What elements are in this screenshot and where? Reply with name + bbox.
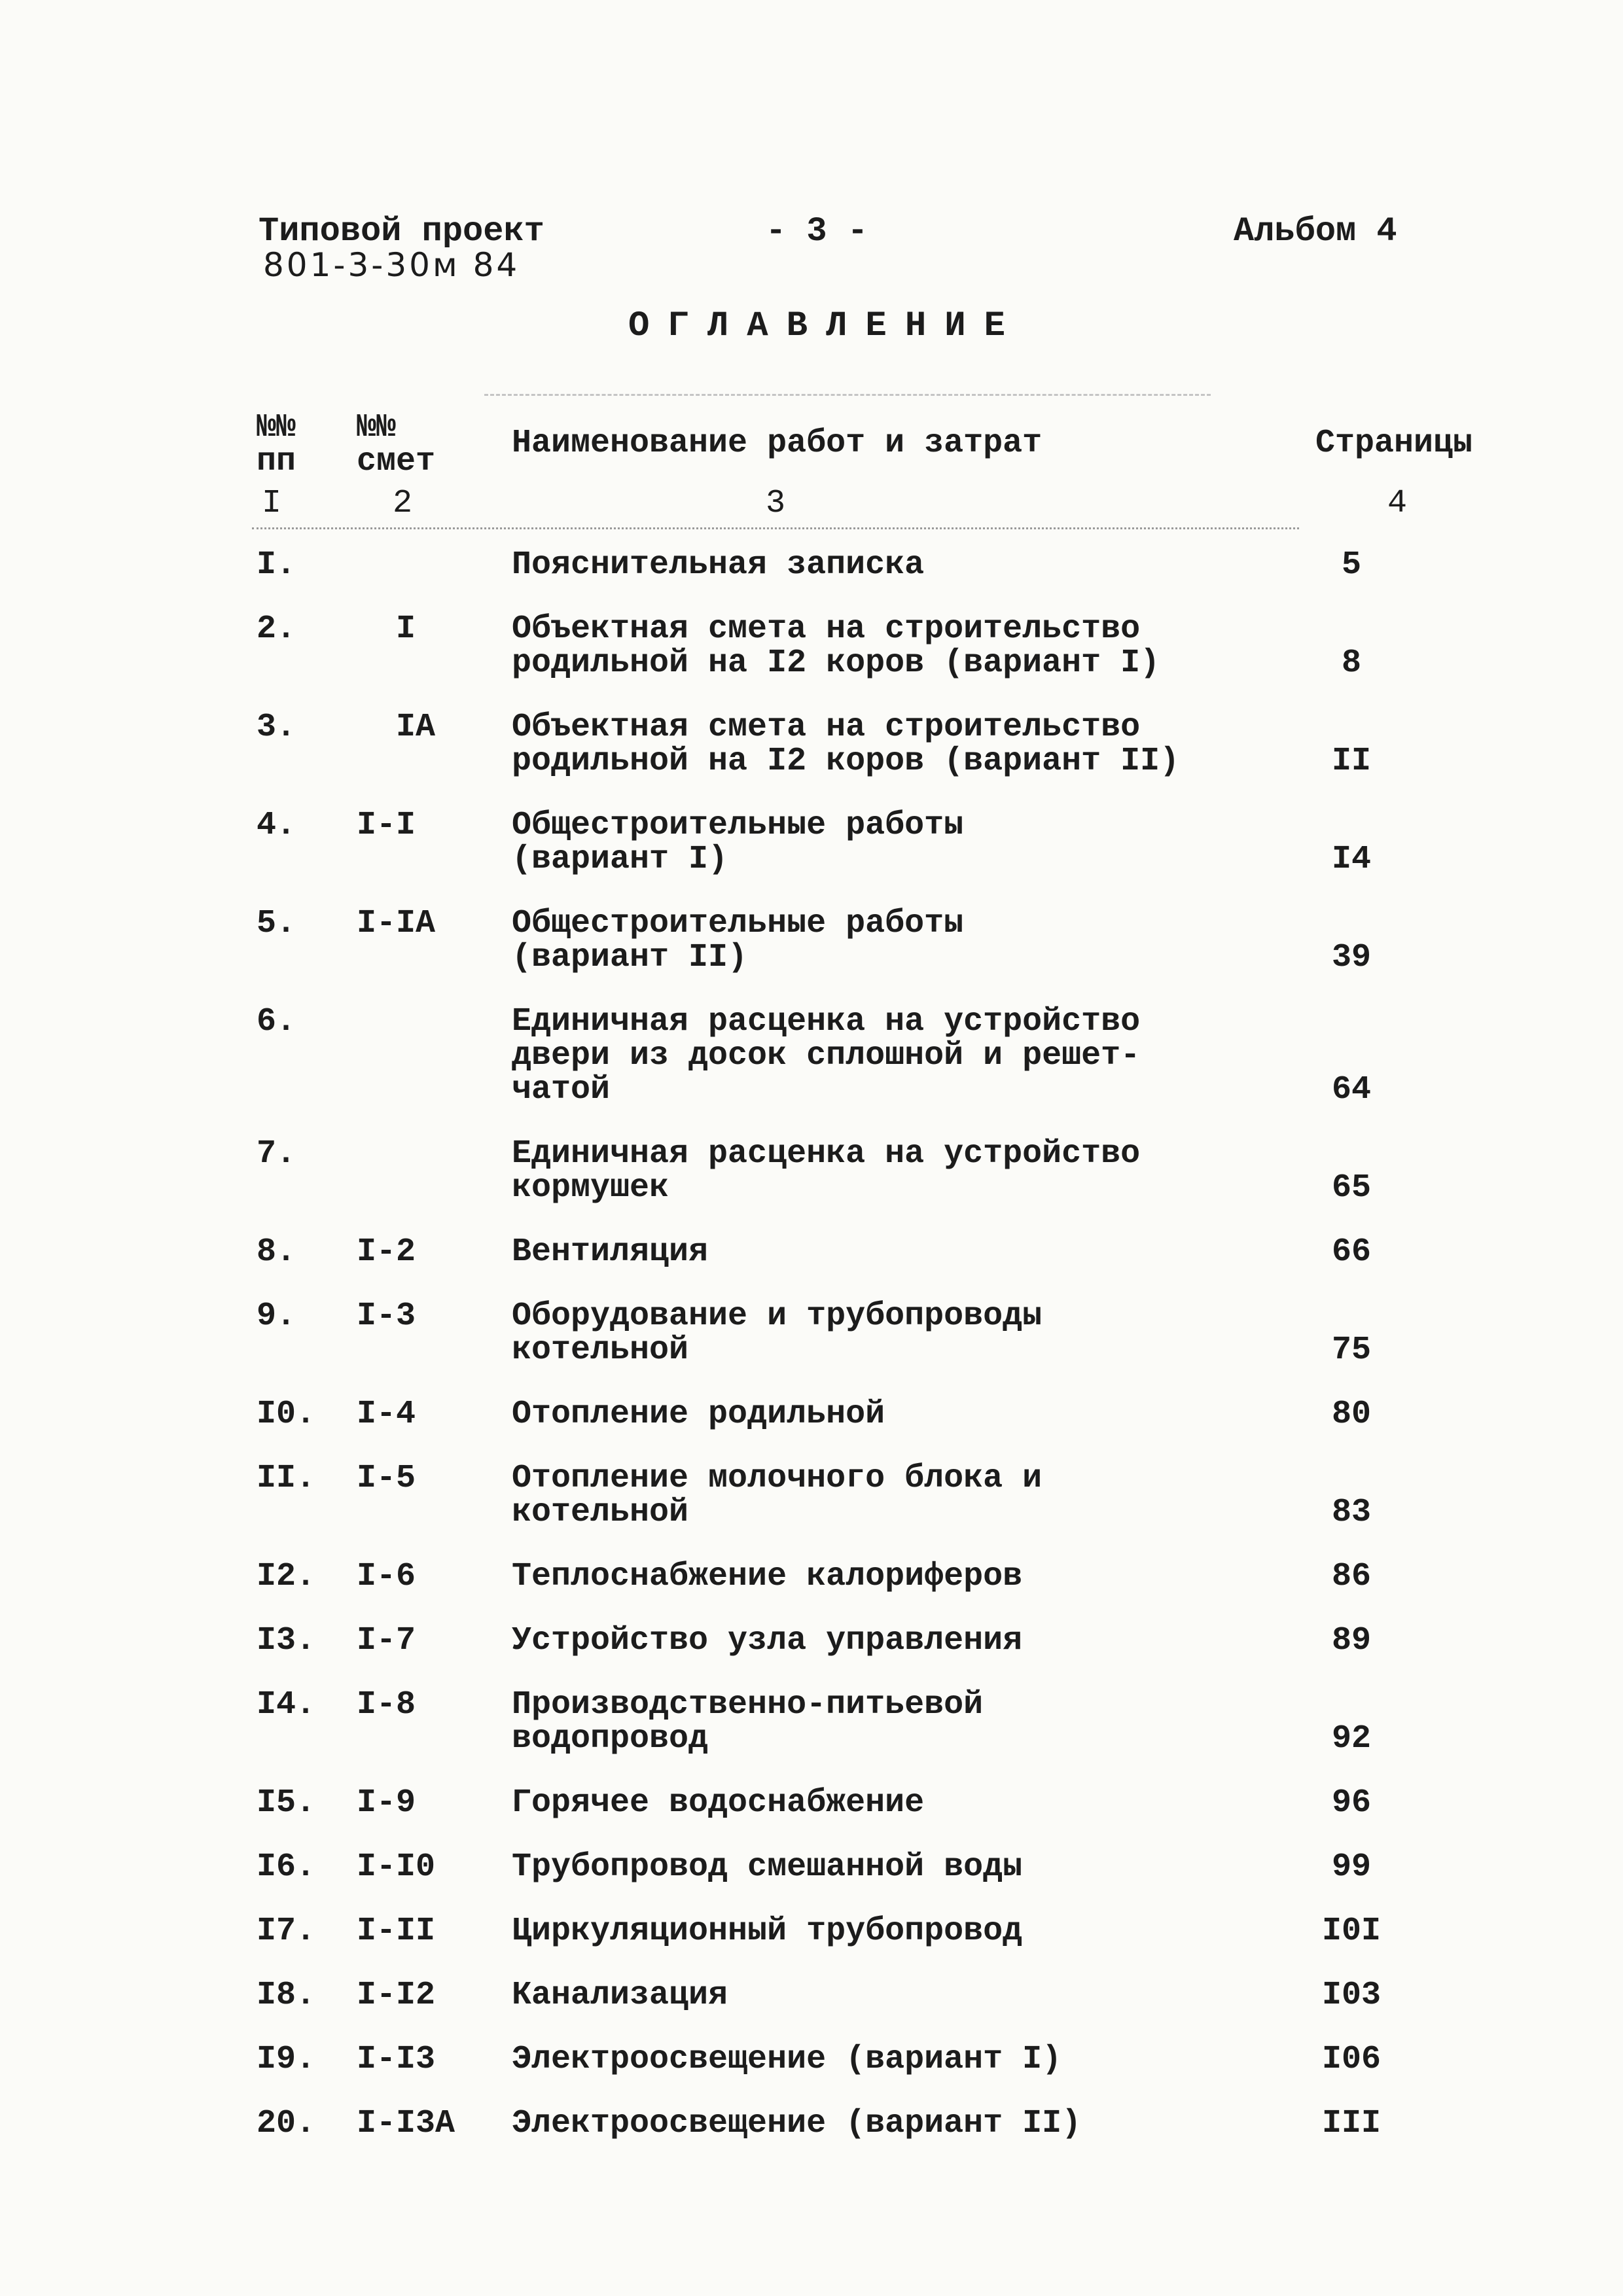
row-title-line: (вариант I) — [512, 841, 728, 878]
row-number: I2. — [257, 1558, 316, 1595]
row-number: I0. — [257, 1396, 316, 1433]
row-estimate-code: I-I2 — [357, 1977, 436, 2014]
row-page: 8 — [1341, 645, 1361, 682]
col2-header-line1: №№ — [357, 409, 397, 446]
row-title-line: Вентиляция — [512, 1233, 709, 1271]
row-page: 65 — [1331, 1169, 1371, 1207]
row-title-line: (вариант II) — [512, 939, 748, 976]
row-page: 66 — [1331, 1233, 1371, 1271]
row-title-line: Трубопровод смешанной воды — [512, 1848, 1023, 1886]
row-number: I8. — [257, 1977, 316, 2014]
col1-header-line2: пп — [257, 443, 296, 480]
row-page: 83 — [1331, 1494, 1371, 1531]
header-divider — [252, 527, 1299, 529]
row-title-line: Единичная расценка на устройство — [512, 1003, 1141, 1040]
row-title — [512, 1560, 1232, 1594]
row-title-line: Канализация — [512, 1977, 728, 2014]
row-title-line: Единичная расценка на устройство — [512, 1135, 1141, 1173]
row-estimate-code: I-5 — [357, 1460, 416, 1497]
row-estimate-code: I-3 — [357, 1298, 416, 1335]
row-estimate-code: I-I — [357, 807, 416, 844]
row-page: 86 — [1331, 1558, 1371, 1595]
row-title-line: Производственно-питьевой — [512, 1686, 984, 1723]
row-title-line: Отопление молочного блока и — [512, 1460, 1043, 1497]
toc-title: ОГЛАВЛЕНИЕ — [628, 306, 1024, 346]
row-title — [512, 612, 1232, 680]
row-title-line: кормушек — [512, 1169, 669, 1207]
row-number: 5. — [257, 905, 296, 942]
row-title-line: Электроосвещение (вариант I) — [512, 2041, 1062, 2078]
col4-number: 4 — [1387, 485, 1408, 522]
row-page: 80 — [1331, 1396, 1371, 1433]
row-title — [512, 1235, 1232, 1269]
row-number: 7. — [257, 1135, 296, 1173]
project-code-handwritten: 801-3-30м 84 — [263, 246, 520, 284]
row-number: I7. — [257, 1913, 316, 1950]
row-page: 96 — [1331, 1784, 1371, 1822]
row-number: 6. — [257, 1003, 296, 1040]
col3-header: Наименование работ и затрат — [512, 425, 1043, 462]
row-number: I4. — [257, 1686, 316, 1723]
row-title — [512, 1462, 1232, 1530]
row-number: II. — [257, 1460, 316, 1497]
row-page: 5 — [1341, 546, 1361, 584]
row-page: I4 — [1331, 841, 1371, 878]
row-title-line: чатой — [512, 1071, 611, 1108]
row-page: I06 — [1321, 2041, 1381, 2078]
row-title-line: Отопление родильной — [512, 1396, 885, 1433]
row-estimate-code: I-IА — [357, 905, 436, 942]
row-title-line: водопровод — [512, 1720, 709, 1757]
row-title-line: Пояснительная записка — [512, 546, 925, 584]
album-label: Альбом 4 — [1234, 212, 1397, 251]
row-number: I. — [257, 546, 296, 584]
col2-header-line2: смет — [357, 443, 436, 480]
row-number: 9. — [257, 1298, 296, 1335]
row-title-line: Устройство узла управления — [512, 1622, 1023, 1659]
row-title — [512, 1624, 1232, 1658]
row-title — [512, 1786, 1232, 1820]
row-title-line: Циркуляционный трубопровод — [512, 1913, 1023, 1950]
row-title-line: родильной на I2 коров (вариант II) — [512, 743, 1180, 780]
row-estimate-code: I-II — [357, 1913, 436, 1950]
row-estimate-code: I-9 — [357, 1784, 416, 1822]
col2-number: 2 — [393, 485, 413, 522]
row-page: I03 — [1321, 1977, 1381, 2014]
row-title — [512, 809, 1232, 877]
row-page: 89 — [1331, 1622, 1371, 1659]
row-title-line: Оборудование и трубопроводы — [512, 1298, 1043, 1335]
row-number: 2. — [257, 610, 296, 648]
col4-header: Страницы — [1315, 425, 1473, 462]
row-number: 20. — [257, 2105, 316, 2142]
row-title-line: Общестроительные работы — [512, 905, 964, 942]
row-page: 39 — [1331, 939, 1371, 976]
row-title — [512, 1979, 1232, 2013]
row-title — [512, 711, 1232, 779]
row-title — [512, 907, 1232, 975]
row-title — [512, 1398, 1232, 1432]
row-estimate-code: I-2 — [357, 1233, 416, 1271]
row-title-line: родильной на I2 коров (вариант I) — [512, 645, 1160, 682]
row-title-line: Объектная смета на строительство — [512, 610, 1141, 648]
row-number: I9. — [257, 2041, 316, 2078]
row-page: 99 — [1331, 1848, 1371, 1886]
row-page: 75 — [1331, 1332, 1371, 1369]
row-estimate-code: I-6 — [357, 1558, 416, 1595]
row-page: III — [1321, 2105, 1381, 2142]
row-title-line: Электроосвещение (вариант II) — [512, 2105, 1082, 2142]
row-estimate-code: I-4 — [357, 1396, 416, 1433]
row-estimate-code: I-7 — [357, 1622, 416, 1659]
row-title-line: Общестроительные работы — [512, 807, 964, 844]
row-page: II — [1331, 743, 1371, 780]
row-estimate-code: I-8 — [357, 1686, 416, 1723]
col3-number: 3 — [766, 485, 786, 522]
row-title — [512, 1915, 1232, 1949]
row-number: I3. — [257, 1622, 316, 1659]
row-page: 92 — [1331, 1720, 1371, 1757]
row-page: I0I — [1321, 1913, 1381, 1950]
row-title-line: котельной — [512, 1494, 689, 1531]
row-title — [512, 548, 1232, 582]
row-estimate-code: I-I0 — [357, 1848, 436, 1886]
row-title-line: Горячее водоснабжение — [512, 1784, 925, 1822]
project-label: Типовой проект — [259, 212, 544, 251]
row-estimate-code: I-I3А — [357, 2105, 455, 2142]
row-number: I5. — [257, 1784, 316, 1822]
row-number: I6. — [257, 1848, 316, 1886]
col1-number: I — [262, 485, 282, 522]
row-title — [512, 1850, 1232, 1884]
row-title — [512, 1688, 1232, 1756]
row-title — [512, 1005, 1232, 1107]
row-title-line: двери из досок сплошной и решет- — [512, 1037, 1141, 1074]
row-title-line: Объектная смета на строительство — [512, 709, 1141, 746]
row-title-line: Теплоснабжение калориферов — [512, 1558, 1023, 1595]
row-title — [512, 1299, 1232, 1368]
row-number: 4. — [257, 807, 296, 844]
row-title — [512, 2043, 1232, 2077]
header-top-rule — [484, 394, 1211, 396]
row-title — [512, 2107, 1232, 2141]
row-title — [512, 1137, 1232, 1205]
row-estimate-code: IА — [396, 709, 436, 746]
row-page: 64 — [1331, 1071, 1371, 1108]
col1-header-line1: №№ — [257, 409, 296, 446]
row-title-line: котельной — [512, 1332, 689, 1369]
row-number: 3. — [257, 709, 296, 746]
page-number: - 3 - — [766, 212, 868, 251]
row-estimate-code: I-I3 — [357, 2041, 436, 2078]
row-number: 8. — [257, 1233, 296, 1271]
row-estimate-code: I — [396, 610, 416, 648]
